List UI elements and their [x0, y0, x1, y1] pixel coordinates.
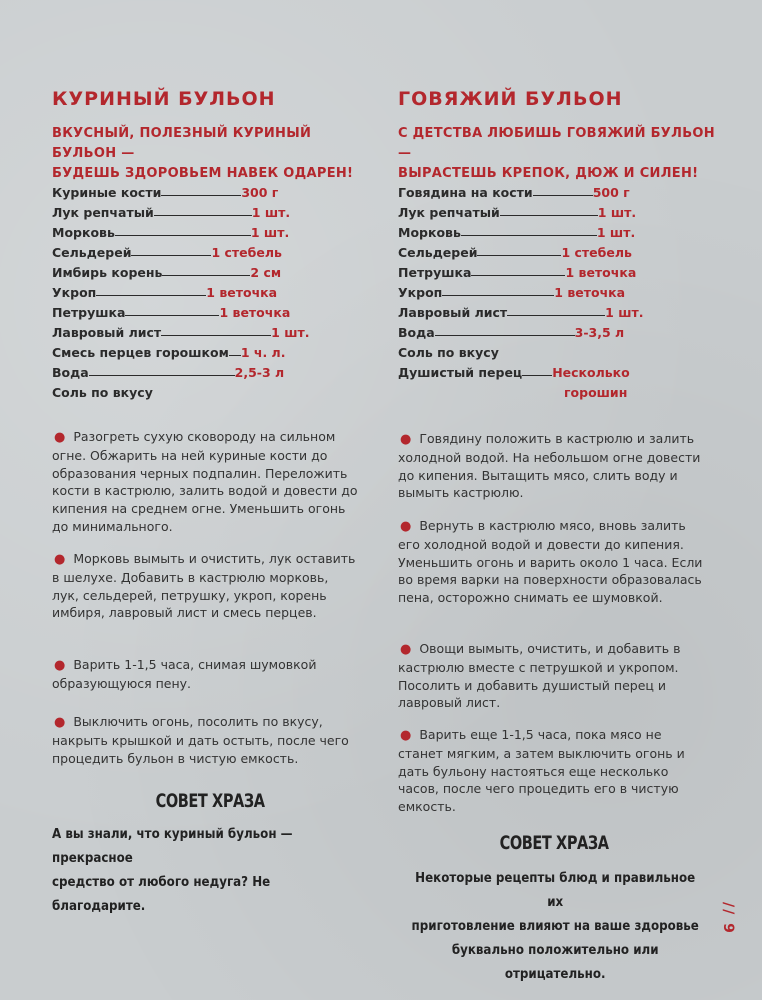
ingredient-name: Сельдерей	[52, 245, 132, 260]
ingredient-row	[398, 280, 643, 300]
step-text: Вернуть в кастрюлю мясо, вновь залить его холодной водой и довести до кипения. Уменьшить огонь и варить около 1 часа. Если во время варки на поверхности образовалась пена, осторожно снимать ее шумовкой.	[398, 518, 703, 606]
bullet-icon: ●	[54, 715, 66, 730]
ingredient-name: Лавровый лист	[398, 305, 508, 320]
ingredient-qty: 1 шт.	[605, 305, 644, 320]
ingredient-name: Сельдерей	[398, 245, 478, 260]
ingredient-qty: 1 стебель	[211, 245, 282, 260]
step-paragraph	[398, 430, 704, 502]
bullet-icon: ●	[54, 552, 66, 567]
chicken-tip-title: СОВЕТ ХРАЗА	[155, 790, 265, 812]
ingredient-name: Смесь перцев горошком	[52, 345, 229, 360]
bullet-icon: ●	[400, 519, 412, 534]
beef-broth-tagline	[398, 124, 718, 184]
tip-line: приготовление влияют на ваше здоровье	[411, 918, 699, 934]
ingredient-row	[52, 220, 309, 240]
bullet-icon: ●	[400, 728, 412, 743]
tagline-line: ВЫРАСТЕШЬ КРЕПОК, ДЮЖ И СИЛЕН!	[398, 166, 699, 181]
ingredient-qty: 1 шт.	[271, 325, 310, 340]
ingredient-row	[52, 360, 309, 380]
ingredient-row	[52, 300, 309, 320]
step-text: Говядину положить в кастрюлю и залить холодной водой. На небольшом огне довести до кипения. Вытащить мясо, слить воду и вымыть кастрюлю.	[398, 431, 701, 501]
beef-broth-title: ГОВЯЖИЙ БУЛЬОН	[398, 88, 623, 110]
ingredient-row	[398, 220, 643, 240]
ingredient-qty: 1 веточка	[206, 285, 278, 300]
ingredient-row	[52, 180, 309, 200]
ingredient-row	[52, 340, 309, 360]
ingredient-row	[398, 180, 643, 200]
ingredient-qty: 3-3,5 л	[574, 325, 625, 340]
ingredient-name: Лук репчатый	[52, 205, 154, 220]
ingredient-qty: Несколько	[552, 365, 630, 380]
ingredient-row	[398, 240, 643, 260]
ingredient-row	[52, 280, 309, 300]
ingredient-qty: 1 шт.	[250, 225, 290, 240]
beef-tip-text	[410, 866, 700, 986]
ingredient-row	[398, 320, 643, 340]
step-text: Разогреть сухую сковороду на сильном огне. Обжарить на ней куриные кости до образования черных подпалин. Переложить кости в кастрюлю, залить водой и довести до кипения на среднем огне. Уменьшить огонь до минимального.	[52, 429, 358, 534]
ingredient-qty: 2 см	[250, 265, 282, 280]
chicken-ingredients-list	[52, 180, 309, 400]
ingredient-name: Вода	[398, 325, 435, 340]
bullet-icon: ●	[54, 658, 66, 673]
step-paragraph	[398, 640, 704, 712]
beef-tip-title: СОВЕТ ХРАЗА	[499, 832, 609, 854]
step-text: Овощи вымыть, очистить, и добавить в кастрюлю вместе с петрушкой и укропом. Посолить и добавить душистый перец и лавровый лист.	[398, 641, 681, 711]
ingredient-row	[52, 200, 309, 220]
step-paragraph	[52, 428, 358, 536]
ingredient-name: Морковь	[52, 225, 115, 240]
ingredient-row	[398, 300, 643, 320]
step-paragraph	[398, 726, 704, 816]
ingredient-row	[52, 380, 309, 400]
step-paragraph	[398, 517, 704, 607]
ingredient-name: Душистый перец	[398, 365, 523, 380]
tagline-line: БУДЕШЬ ЗДОРОВЬЕМ НАВЕК ОДАРЕН!	[52, 166, 354, 181]
page-number: // 9	[720, 902, 736, 935]
step-paragraph	[52, 550, 358, 622]
ingredient-qty: 1 шт.	[251, 205, 291, 220]
tip-line: А вы знали, что куриный бульон — прекрасное	[52, 826, 293, 866]
step-text: Варить 1-1,5 часа, снимая шумовкой образующуюся пену.	[52, 657, 317, 691]
tagline-line: ВКУСНЫЙ, ПОЛЕЗНЫЙ КУРИНЫЙ БУЛЬОН —	[52, 126, 312, 161]
ingredient-name: Укроп	[52, 285, 97, 300]
step-paragraph	[52, 713, 358, 767]
ingredient-qty: 1 шт.	[597, 205, 637, 220]
bullet-icon: ●	[400, 432, 412, 447]
chicken-broth-title: КУРИНЫЙ БУЛЬОН	[52, 88, 276, 110]
ingredient-name: Лавровый лист	[52, 325, 162, 340]
ingredient-row	[52, 240, 309, 260]
chicken-tip-text	[52, 822, 334, 918]
ingredient-qty: 300 г	[241, 185, 279, 200]
ingredient-qty: 1 стебель	[561, 245, 632, 260]
ingredient-name: Имбирь корень	[52, 265, 163, 280]
bullet-icon: ●	[400, 642, 412, 657]
tip-line: буквально положительно или отрицательно.	[451, 942, 659, 982]
ingredient-qty: 2,5-3 л	[234, 365, 285, 380]
ingredient-row	[52, 260, 309, 280]
step-text: Выключить огонь, посолить по вкусу, накрыть крышкой и дать остыть, после чего процедить бульон в чистую емкость.	[52, 714, 349, 766]
ingredient-name: Соль по вкусу	[398, 345, 499, 360]
tip-line: Некоторые рецепты блюд и правильное их	[415, 870, 696, 910]
beef-ingredients-list	[398, 180, 643, 400]
ingredient-row	[52, 320, 309, 340]
bullet-icon: ●	[54, 430, 66, 445]
ingredient-row	[398, 340, 643, 360]
ingredient-row	[398, 260, 643, 280]
ingredient-qty: горошин	[564, 385, 628, 400]
ingredient-name: Петрушка	[52, 305, 126, 320]
ingredient-name: Укроп	[398, 285, 443, 300]
chicken-broth-tagline	[52, 124, 372, 184]
ingredient-qty: 1 веточка	[554, 285, 626, 300]
ingredient-name: Говядина на кости	[398, 185, 533, 200]
ingredient-row	[398, 200, 643, 220]
ingredient-qty: 1 шт.	[596, 225, 636, 240]
ingredient-row	[398, 360, 643, 380]
ingredient-name: Куриные кости	[52, 185, 162, 200]
ingredient-name: Соль по вкусу	[52, 385, 153, 400]
ingredient-name: Лук репчатый	[398, 205, 500, 220]
ingredient-name: Морковь	[398, 225, 461, 240]
tagline-line: С ДЕТСТВА ЛЮБИШЬ ГОВЯЖИЙ БУЛЬОН —	[398, 126, 715, 161]
ingredient-qty: 500 г	[592, 185, 630, 200]
ingredient-qty: 1 ч. л.	[240, 345, 286, 360]
step-text: Варить еще 1-1,5 часа, пока мясо не станет мягким, а затем выключить огонь и дать бульону настояться еще несколько часов, после чего процедить его в чистую емкость.	[398, 727, 685, 815]
ingredient-name: Вода	[52, 365, 89, 380]
tip-line: средство от любого недуга? Не благодарите.	[52, 874, 271, 914]
step-text: Морковь вымыть и очистить, лук оставить в шелухе. Добавить в кастрюлю морковь, лук, сельдерей, петрушку, укроп, корень имбиря, лавровый лист и смесь перцев.	[52, 551, 356, 621]
step-paragraph	[52, 656, 358, 693]
ingredient-qty: 1 веточка	[219, 305, 291, 320]
ingredient-row	[398, 380, 643, 400]
ingredient-name: Петрушка	[398, 265, 472, 280]
ingredient-qty: 1 веточка	[565, 265, 637, 280]
